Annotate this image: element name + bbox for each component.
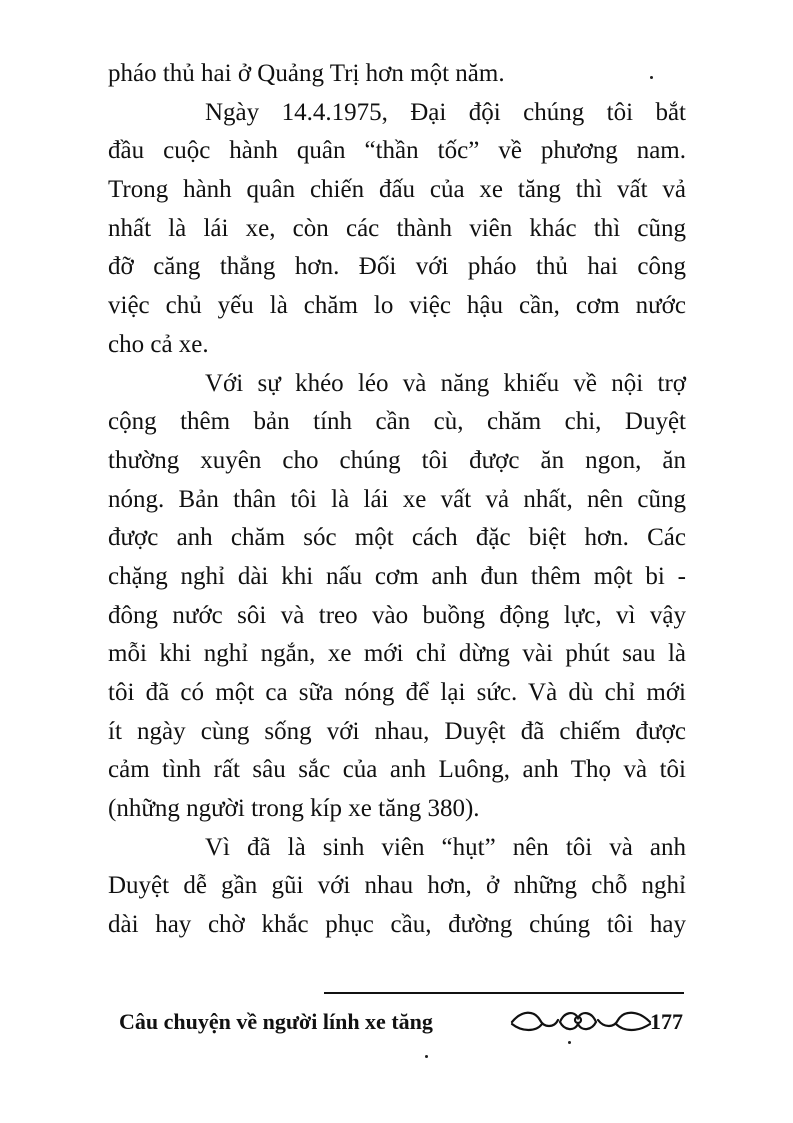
text-line-2: Ngày 14.4.1975, Đại đội chúng tôi bắt [205, 98, 686, 126]
text-line-7: việc chủ yếu là chăm lo việc hậu cần, cơm nước [108, 292, 686, 320]
text-line-15: đông nước sôi và treo vào buồng động lực, vì vậy [108, 601, 686, 629]
text-line-8: cho cả xe. [108, 330, 209, 358]
text-line-21: Vì đã là sinh viên “hụt” nên tôi và anh [205, 833, 686, 861]
text-line-5: nhất là lái xe, còn các thành viên khác thì cũng [108, 214, 686, 242]
text-line-10: cộng thêm bản tính cần cù, chăm chi, Duyệt [108, 408, 686, 436]
text-line-12: nóng. Bản thân tôi là lái xe vất vả nhất, nên cũng [108, 485, 686, 513]
scroll-ornament-icon [508, 1004, 654, 1038]
text-line-16: mỗi khi nghỉ ngắn, xe mới chỉ dừng vài phút sau là [108, 640, 686, 668]
page-number: 177 [650, 1009, 683, 1034]
text-line-22: Duyệt dễ gần gũi với nhau hơn, ở những chỗ nghỉ [108, 872, 686, 900]
text-line-20: (những người trong kíp xe tăng 380). [108, 795, 480, 823]
text-line-3: đầu cuộc hành quân “thần tốc” về phương nam. [108, 137, 686, 165]
text-line-14: chặng nghỉ dài khi nấu cơm anh đun thêm một bi - [108, 562, 686, 590]
text-line-19: cảm tình rất sâu sắc của anh Luông, anh Thọ và tôi [108, 756, 686, 784]
text-line-17: tôi đã có một ca sữa nóng để lại sức. Và dù chỉ mới [108, 679, 686, 706]
scan-speck [568, 1041, 571, 1044]
text-line-11: thường xuyên cho chúng tôi được ăn ngon, ăn [108, 446, 686, 474]
scan-speck [425, 1055, 428, 1058]
text-line-4: Trong hành quân chiến đấu của xe tăng thì vất vả [108, 176, 686, 204]
text-line-13: được anh chăm sóc một cách đặc biệt hơn. Các [108, 524, 686, 552]
text-line-9: Với sự khéo léo và năng khiếu về nội trợ [205, 369, 686, 397]
footer-rule [324, 992, 684, 994]
body-text [108, 55, 686, 945]
footer-book-title: Câu chuyện về người lính xe tăng [119, 1009, 433, 1034]
text-line-1: pháo thủ hai ở Quảng Trị hơn một năm. [108, 60, 505, 87]
text-line-6: đỡ căng thẳng hơn. Đối với pháo thủ hai công [108, 253, 686, 281]
text-line-23: dài hay chờ khắc phục cầu, đường chúng tôi hay [108, 911, 686, 939]
scan-speck [650, 76, 653, 79]
text-line-18: ít ngày cùng sống với nhau, Duyệt đã chiếm được [108, 717, 686, 745]
